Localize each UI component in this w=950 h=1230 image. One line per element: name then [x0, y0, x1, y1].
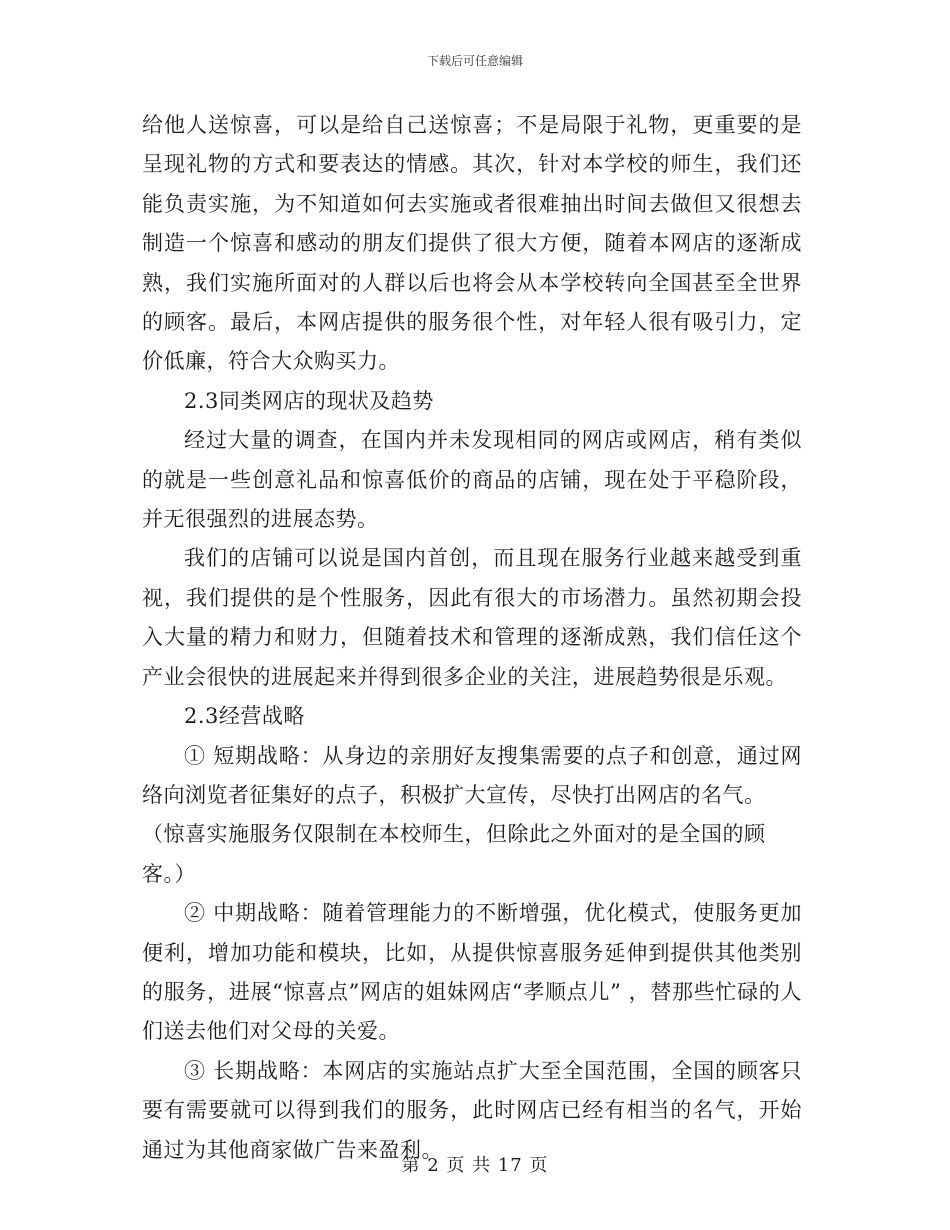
- paragraph-potential: 我们的店铺可以说是国内首创，而且现在服务行业越来越受到重视，我们提供的是个性服务，因此有很大的市场潜力。虽然初期会投入大量的精力和财力，但随着技术和管理的逐渐成熟，我们信任这个产业会很快的进展起来并得到很多企业的关注，进展趋势很是乐观。: [142, 546, 802, 689]
- paragraph-survey: 经过大量的调查，在国内并未发现相同的网店或网店，稍有类似的就是一些创意礼品和惊喜低价的商品的店铺，现在处于平稳阶段，并无很强烈的进展态势。: [142, 428, 802, 532]
- section-heading-strategy: 2.3经营战略: [184, 704, 305, 729]
- paragraph-short-term-note: （惊喜实施服务仅限制在本校师生，但除此之外面对的是全国的顾客。）: [142, 822, 766, 886]
- paragraph-mid-term: ② 中期战略：随着管理能力的不断增强，优化模式，使服务更加便利，增加功能和模块，比如，从提供惊喜服务延伸到提供其他类别的服务，进展“惊喜点”网店的姐妹网店“孝顺点儿” ，替那些忙碌的人们送去他们对父母的关爱。: [142, 901, 802, 1044]
- page-footer: 第 2 页 共 17 页: [401, 1155, 549, 1176]
- page-header: 下载后可任意编辑: [426, 54, 523, 68]
- document-body: [142, 106, 802, 1170]
- section-heading-trends: 2.3同类网店的现状及趋势: [184, 388, 434, 413]
- paragraph-intro-continued: 给他人送惊喜，可以是给自己送惊喜；不是局限于礼物，更重要的是呈现礼物的方式和要表达的情感。其次，针对本学校的师生，我们还能负责实施，为不知道如何去实施或者很难抽出时间去做但又很想去制造一个惊喜和感动的朋友们提供了很大方便，随着本网店的逐渐成熟，我们实施所面对的人群以后也将会从本学校转向全国甚至全世界的顾客。最后，本网店提供的服务很个性，对年轻人很有吸引力，定价低廉，符合大众购买力。: [142, 113, 802, 374]
- paragraph-short-term: ① 短期战略：从身边的亲朋好友搜集需要的点子和创意，通过网络向浏览者征集好的点子，积极扩大宣传，尽快打出网店的名气。: [142, 743, 802, 807]
- paragraph-long-term: ③ 长期战略：本网店的实施站点扩大至全国范围，全国的顾客只要有需要就可以得到我们的服务，此时网店已经有相当的名气，开始通过为其他商家做广告来盈利。: [142, 1058, 802, 1162]
